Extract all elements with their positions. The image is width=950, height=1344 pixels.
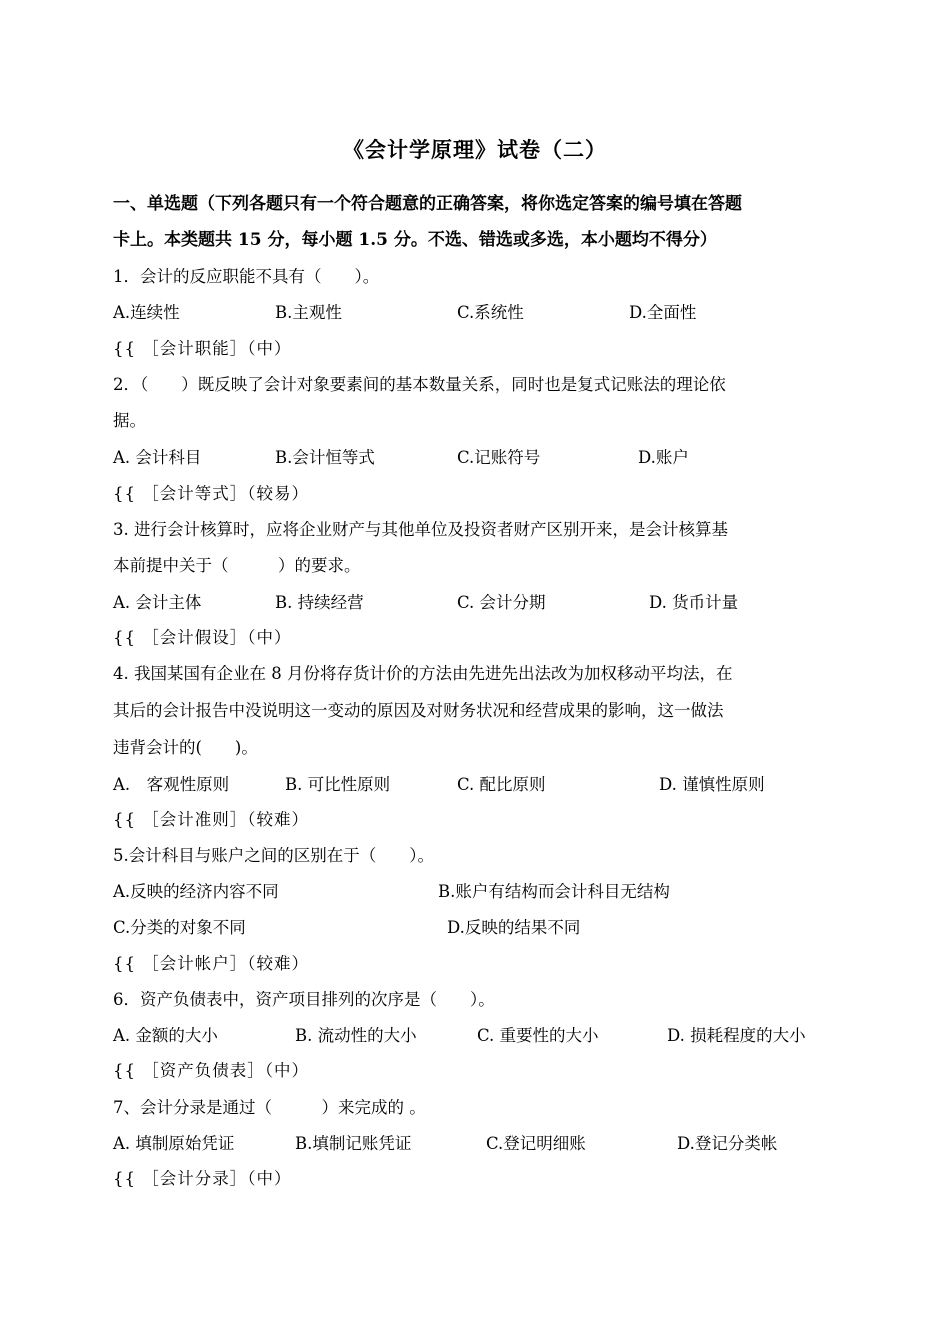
question-2-option-c: C.记账符号: [457, 448, 541, 467]
question-4-stem-1: 4. 我国某国有企业在 8 月份将存货计价的方法由先进先出法改为加权移动平均法，在: [113, 664, 733, 683]
question-6-stem: 6．资产负债表中，资产项目排列的次序是（ ）。: [113, 990, 495, 1009]
question-3-stem-1: 3. 进行会计核算时，应将企业财产与其他单位及投资者财产区别开来，是会计核算基: [113, 520, 728, 539]
question-5-option-a: A.反映的经济内容不同: [113, 882, 279, 901]
question-1-option-b: B.主观性: [275, 303, 342, 322]
question-5-tag: {{ ［会计帐户］（较难）: [113, 954, 309, 973]
question-6-option-b: B. 流动性的大小: [295, 1026, 417, 1045]
question-1-option-c: C.系统性: [457, 303, 524, 322]
question-3-option-c: C. 会计分期: [457, 593, 546, 612]
question-1-option-a: A.连续性: [113, 303, 180, 322]
question-3-option-b: B. 持续经营: [275, 593, 364, 612]
question-7-option-b: B.填制记账凭证: [295, 1134, 412, 1153]
question-2-option-b: B.会计恒等式: [275, 448, 375, 467]
question-2-option-d: D.账户: [638, 448, 689, 467]
question-3-tag: {{ ［会计假设］（中）: [113, 628, 292, 647]
question-5-option-d: D.反映的结果不同: [447, 918, 581, 937]
question-2-option-a: A. 会计科目: [113, 448, 202, 467]
question-4-stem-2: 其后的会计报告中没说明这一变动的原因及对财务状况和经营成果的影响，这一做法: [113, 701, 724, 720]
question-6-option-a: A. 金额的大小: [113, 1026, 218, 1045]
question-4-tag: {{ ［会计准则］（较难）: [113, 810, 309, 829]
question-1-stem: 1．会计的反应职能不具有（ ）。: [113, 267, 380, 286]
question-5-stem: 5.会计科目与账户之间的区别在于（ ）。: [113, 846, 434, 865]
question-3-option-d: D. 货币计量: [649, 593, 739, 612]
question-4-stem-3: 违背会计的( )。: [113, 738, 258, 757]
question-3-stem-2: 本前提中关于（ ）的要求。: [113, 556, 361, 575]
question-1-option-d: D.全面性: [629, 303, 697, 322]
question-3-option-a: A. 会计主体: [113, 593, 202, 612]
question-7-tag: {{ ［会计分录］（中）: [113, 1169, 292, 1188]
question-7-option-c: C.登记明细账: [486, 1134, 586, 1153]
question-4-option-c: C. 配比原则: [457, 775, 546, 794]
question-6-option-d: D. 损耗程度的大小: [667, 1026, 806, 1045]
question-7-option-d: D.登记分类帐: [677, 1134, 778, 1153]
section-line-1: 一、单选题（下列各题只有一个符合题意的正确答案，将你选定答案的编号填在答题: [113, 194, 742, 214]
question-2-tag: {{ ［会计等式］（较易）: [113, 484, 309, 503]
question-4-option-d: D. 谨慎性原则: [659, 775, 765, 794]
question-6-option-c: C. 重要性的大小: [477, 1026, 599, 1045]
question-7-option-a: A. 填制原始凭证: [113, 1134, 235, 1153]
question-1-tag: {{ ［会计职能］（中）: [113, 339, 292, 358]
section-instructions: [113, 186, 843, 258]
question-5-option-c: C.分类的对象不同: [113, 918, 246, 937]
question-2-stem-1: 2．（ ）既反映了会计对象要素间的基本数量关系，同时也是复式记账法的理论依: [113, 375, 726, 394]
question-4-option-a: A. 客观性原则: [113, 775, 230, 794]
question-6-tag: {{ ［资产负债表］（中）: [113, 1061, 309, 1080]
question-5-option-b: B.账户有结构而会计科目无结构: [438, 882, 670, 901]
section-line-2: 卡上。本类题共 15 分，每小题 1.5 分。不选、错选或多选，本小题均不得分）: [113, 230, 717, 250]
question-7-stem: 7、会计分录是通过（ ）来完成的 。: [113, 1098, 426, 1117]
page-title: 《会计学原理》试卷（二）: [343, 137, 607, 162]
question-4-option-b: B. 可比性原则: [285, 775, 391, 794]
question-2-stem-2: 据。: [113, 411, 146, 430]
